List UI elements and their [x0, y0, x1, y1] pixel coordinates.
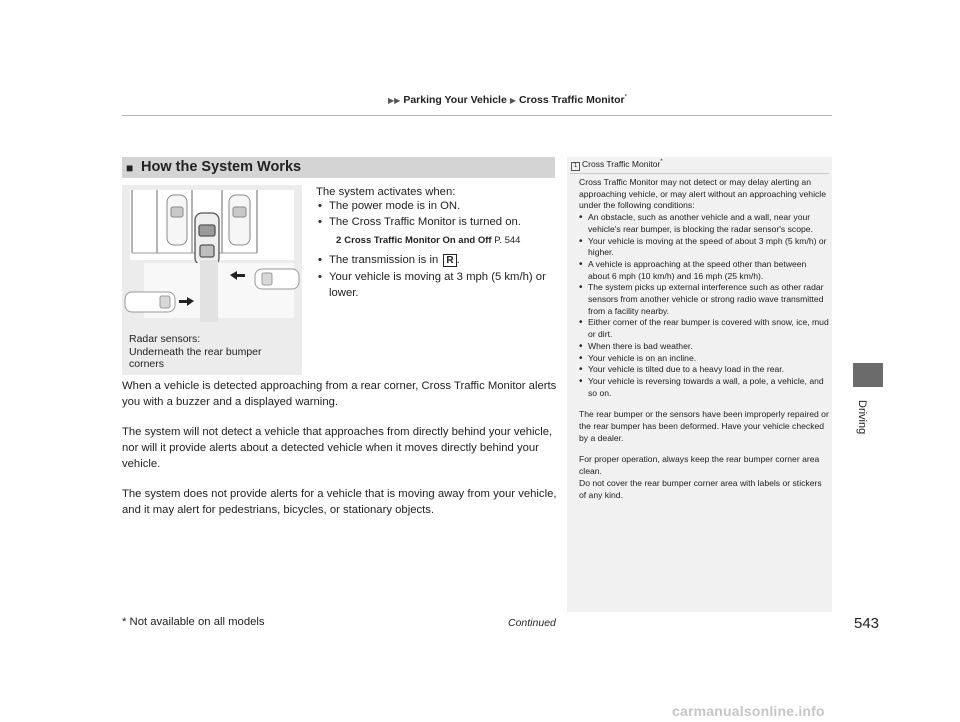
bullet-transmission: • The transmission is in R .	[318, 254, 460, 266]
approaching-car-left	[125, 292, 175, 312]
note-box-content	[579, 177, 829, 501]
note-icon: 1	[571, 162, 580, 171]
breadcrumb-arrow-icon: ▶	[509, 96, 516, 105]
note-item: • When there is bad weather.	[579, 341, 829, 353]
page-number: 543	[854, 615, 880, 632]
note-item: • An obstacle, such as another vehicle and a wall, near your vehicle's rear bumper, is blocking the radar sensor's scope.	[579, 212, 829, 235]
header-divider	[122, 115, 832, 116]
note-box-divider	[570, 173, 829, 174]
illustration-caption: Radar sensors: Underneath the rear bumper corners	[129, 333, 262, 370]
chapter-tab-label: Driving	[856, 400, 868, 435]
note-item: • Your vehicle is moving at the speed of about 3 mph (5 km/h) or higher.	[579, 236, 829, 259]
note-box-title: 1 Cross Traffic Monitor*	[571, 159, 663, 171]
breadcrumb-arrow-icon: ▶▶	[388, 96, 401, 105]
chapter-tab-label-wrap	[848, 400, 888, 460]
note-item: • A vehicle is approaching at the speed other than between about 6 mph (10 km/h) and 16 mph (25 km/h).	[579, 259, 829, 282]
section-square-icon: ■	[126, 161, 134, 175]
note-item: • The system picks up external interference such as other radar sensors from another vehicle or strong radio wave transmitted from a facility nearby.	[579, 282, 829, 317]
chapter-tab[interactable]	[853, 363, 883, 387]
breadcrumb-item-cross-traffic[interactable]: Cross Traffic Monitor	[518, 94, 625, 106]
note-intro: Cross Traffic Monitor may not detect or may delay alerting an approaching vehicle, or may alert without an approaching vehicle under the following conditions:	[579, 177, 826, 211]
note-clean: For proper operation, always keep the rear bumper corner area clean.	[579, 454, 820, 477]
approaching-car-right	[255, 269, 299, 289]
your-car	[195, 213, 219, 265]
footnote: * Not available on all models	[122, 616, 265, 628]
section-heading	[122, 157, 555, 178]
reference-arrow-icon: 2	[336, 235, 342, 246]
bullet-power-mode: • The power mode is in ON.	[318, 200, 461, 212]
breadcrumb	[388, 94, 627, 106]
cross-reference-link[interactable]: 2 Cross Traffic Monitor On and Off P. 544	[336, 235, 521, 246]
paragraph-no-detect: The system will not detect a vehicle that approaches from directly behind your vehicle, nor will it provide alerts about a detected vehicle when it moves directly behind your vehicle.	[122, 426, 553, 470]
note-item: • Your vehicle is reversing towards a wall, a pole, a vehicle, and so on.	[579, 376, 829, 399]
paragraph-no-alert: The system does not provide alerts for a vehicle that is moving away from your vehicle, and it may alert for pedestrians, bicycles, or stationary objects.	[122, 488, 557, 516]
note-item: • Your vehicle is on an incline.	[579, 353, 829, 365]
bullet-speed: • Your vehicle is moving at 3 mph (5 km/h) or	[318, 271, 546, 283]
continued-label: Continued	[508, 617, 556, 629]
note-item: • Either corner of the rear bumper is covered with snow, ice, mud or dirt.	[579, 317, 829, 340]
paragraph-alert: When a vehicle is detected approaching from a rear corner, Cross Traffic Monitor alerts you with a buzzer and a displayed warning.	[122, 380, 557, 408]
footnote-mark: *	[624, 94, 627, 101]
parking-illustration	[122, 185, 302, 375]
note-cover: Do not cover the rear bumper corner area with labels or stickers of any kind.	[579, 477, 822, 500]
note-box	[567, 157, 832, 612]
intro-text: The system activates when:	[316, 186, 456, 198]
section-title: How the System Works	[141, 159, 302, 175]
bullet-monitor-on: • The Cross Traffic Monitor is turned on.	[318, 216, 521, 228]
note-item: • Your vehicle is tilted due to a heavy load in the rear.	[579, 364, 829, 376]
bullet-speed-cont: lower.	[329, 287, 359, 299]
breadcrumb-item-parking[interactable]: Parking Your Vehicle	[403, 94, 507, 106]
gear-r-icon: R	[443, 254, 456, 267]
parked-car-left	[167, 195, 187, 245]
parked-car-right	[229, 195, 250, 245]
note-repair: The rear bumper or the sensors have been improperly repaired or the rear bumper has been deformed. Have your vehicle checked by a dealer.	[579, 409, 829, 443]
watermark: carmanualsonline.info	[672, 703, 825, 719]
